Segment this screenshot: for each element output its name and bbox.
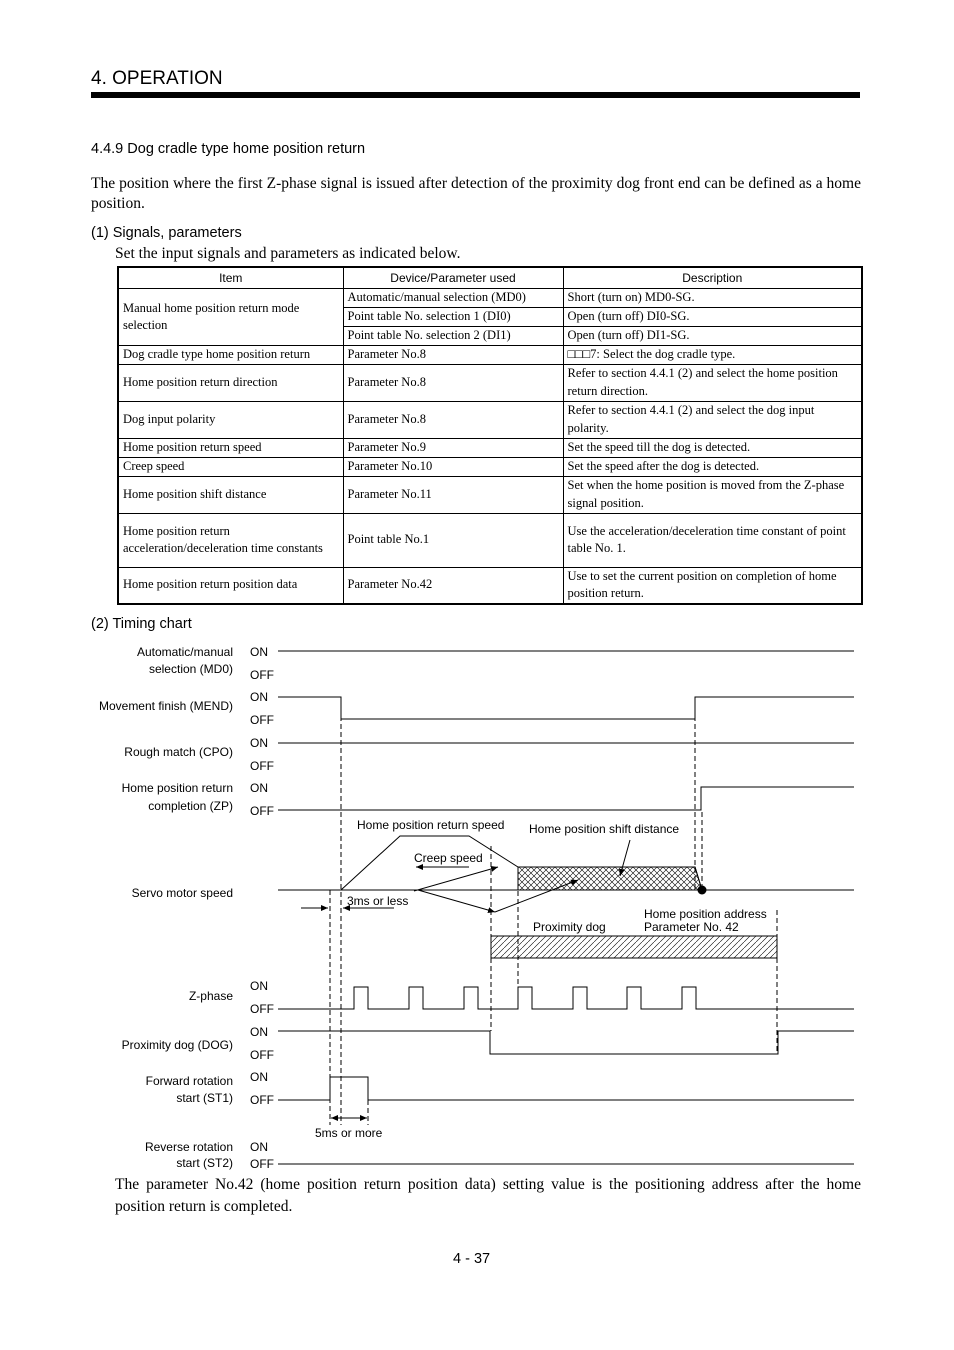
st1-waveform	[278, 1077, 854, 1100]
cpo-off-label: OFF	[250, 759, 274, 773]
label-md0-line2: selection (MD0)	[148, 662, 233, 676]
row-item: Dog cradle type home position return	[118, 346, 343, 365]
label-zp-line1: Home position return	[121, 781, 233, 795]
column-header-device: Device/Parameter used	[343, 267, 563, 289]
st2-on-label: ON	[250, 1140, 268, 1154]
row-description: Refer to section 4.4.1 (2) and select the dog input polarity.	[563, 401, 862, 438]
row-description: Use the acceleration/deceleration time constant of point table No. 1.	[563, 513, 862, 567]
dog-waveform	[278, 1031, 854, 1054]
intro-paragraph: The position where the first Z-phase signal is issued after detection of the proximity dog front end can be defined as a home position.	[91, 175, 861, 212]
start-pulse-label: 5ms or more	[315, 1126, 383, 1140]
row-item: Home position shift distance	[118, 476, 343, 513]
row-description: Use to set the current position on completion of home position return.	[563, 567, 862, 604]
home-address-label-line2: Parameter No. 42	[644, 920, 739, 934]
zp-waveform	[278, 787, 854, 810]
row-device: Parameter No.42	[343, 567, 563, 604]
mend-waveform	[278, 697, 854, 719]
row-description: Set the speed till the dog is detected.	[563, 438, 862, 457]
st2-off-label: OFF	[250, 1157, 274, 1171]
row-device: Point table No.1	[343, 513, 563, 567]
row-item: Home position return acceleration/deceleration time constants	[118, 513, 343, 567]
row-description: Refer to section 4.4.1 (2) and select the home position return direction.	[563, 364, 862, 401]
row-description: □□□7: Select the dog cradle type.	[563, 346, 862, 365]
row-item: Creep speed	[118, 457, 343, 476]
leader-line	[418, 890, 495, 912]
creep-arrow	[414, 867, 498, 891]
section-heading: 4.4.9 Dog cradle type home position return	[91, 141, 366, 157]
row-description: Open (turn off) DI1-SG.	[563, 327, 862, 346]
md0-off-label: OFF	[250, 668, 274, 682]
row-device: Point table No. selection 2 (DI1)	[343, 327, 563, 346]
cpo-on-label: ON	[250, 736, 268, 750]
dog-on-label: ON	[250, 1025, 268, 1039]
shift-distance-label: Home position shift distance	[529, 822, 680, 836]
mend-off-label: OFF	[250, 713, 274, 727]
zphase-on-label: ON	[250, 979, 268, 993]
row-item: Manual home position return mode selection	[118, 289, 343, 346]
home-address-label-line1: Home position address	[644, 907, 767, 921]
row-device: Point table No. selection 1 (DI0)	[343, 308, 563, 327]
accel-time-label: 3ms or less	[347, 894, 409, 908]
md0-on-label: ON	[250, 645, 268, 659]
row-item: Home position return direction	[118, 364, 343, 401]
label-md0-line1: Automatic/manual	[136, 645, 233, 659]
proximity-dog-bar	[491, 936, 777, 958]
row-item: Home position return position data	[118, 567, 343, 604]
mend-on-label: ON	[250, 690, 268, 704]
proximity-dog-label: Proximity dog	[533, 920, 606, 934]
row-description: Open (turn off) DI0-SG.	[563, 308, 862, 327]
row-device: Parameter No.8	[343, 401, 563, 438]
column-header-item: Item	[118, 267, 343, 289]
page-number: 4 - 37	[453, 1251, 491, 1267]
st1-off-label: OFF	[250, 1093, 274, 1107]
note-paragraph: The parameter No.42 (home position return position data) setting value is the positioning address after the home position return is completed.	[115, 1176, 861, 1215]
label-st1-line1: Forward rotation	[145, 1074, 233, 1088]
creep-speed-label: Creep speed	[414, 851, 483, 865]
label-zp-line2: completion (ZP)	[148, 799, 233, 813]
row-item: Home position return speed	[118, 438, 343, 457]
row-device: Automatic/manual selection (MD0)	[343, 289, 563, 308]
row-device: Parameter No.8	[343, 346, 563, 365]
row-device: Parameter No.8	[343, 364, 563, 401]
row-device: Parameter No.9	[343, 438, 563, 457]
label-st2-line2: start (ST2)	[176, 1156, 233, 1170]
timing-heading: (2) Timing chart	[91, 616, 192, 632]
label-dog: Proximity dog (DOG)	[121, 1038, 233, 1052]
row-description: Set the speed after the dog is detected.	[563, 457, 862, 476]
zphase-off-label: OFF	[250, 1002, 274, 1016]
label-st2-line1: Reverse rotation	[144, 1140, 233, 1154]
row-device: Parameter No.10	[343, 457, 563, 476]
return-speed-label: Home position return speed	[357, 818, 505, 832]
zphase-waveform	[278, 987, 854, 1009]
shift-distance-hatch	[518, 867, 702, 890]
chapter-title: 4. OPERATION	[91, 68, 223, 89]
row-description: Short (turn on) MD0-SG.	[563, 289, 862, 308]
dog-off-label: OFF	[250, 1048, 274, 1062]
label-servo-speed: Servo motor speed	[131, 886, 233, 900]
zp-off-label: OFF	[250, 804, 274, 818]
row-device: Parameter No.11	[343, 476, 563, 513]
column-header-description: Description	[563, 267, 862, 289]
label-zphase: Z-phase	[188, 989, 233, 1003]
st1-on-label: ON	[250, 1070, 268, 1084]
row-description: Set when the home position is moved from the Z-phase signal position.	[563, 476, 862, 513]
row-item: Dog input polarity	[118, 401, 343, 438]
label-mend: Movement finish (MEND)	[98, 699, 233, 713]
zp-on-label: ON	[250, 781, 268, 795]
signals-instruction: Set the input signals and parameters as indicated below.	[115, 245, 461, 262]
label-st1-line2: start (ST1)	[176, 1091, 233, 1105]
label-cpo: Rough match (CPO)	[124, 745, 233, 759]
signals-heading: (1) Signals, parameters	[91, 225, 242, 241]
